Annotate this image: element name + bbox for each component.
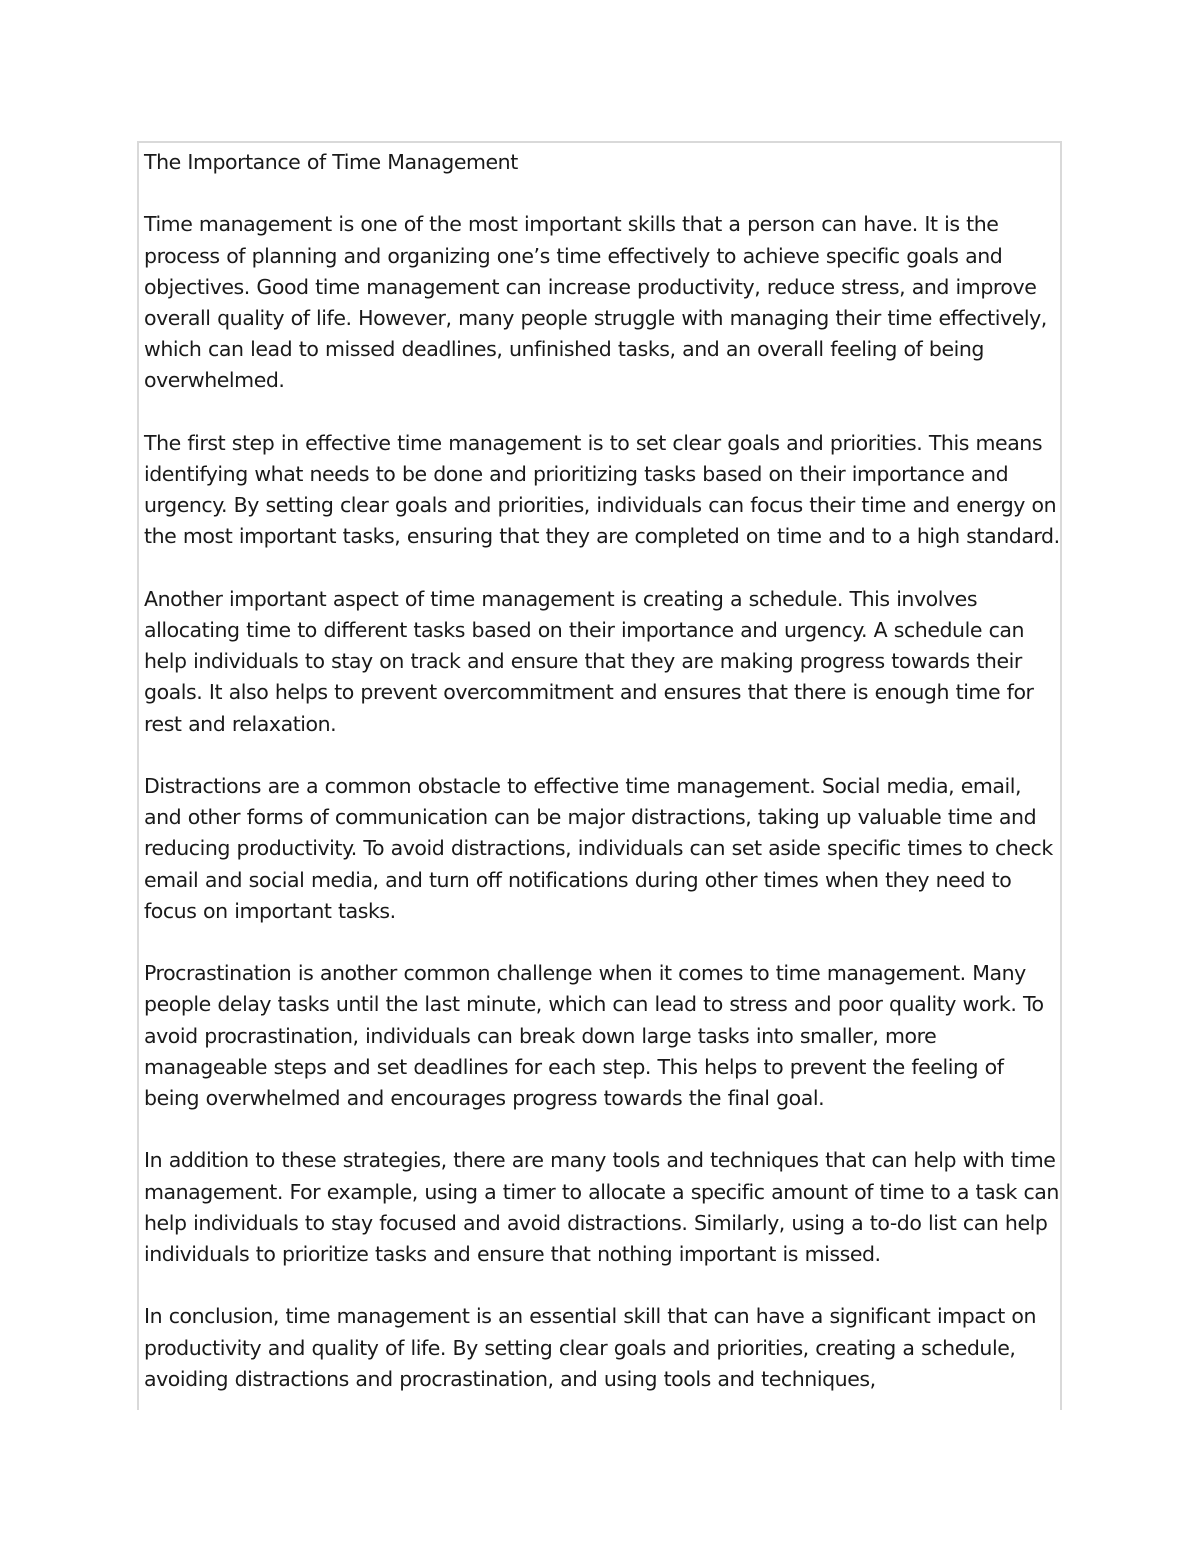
document-title: The Importance of Time Management xyxy=(144,150,518,174)
paragraph-intro: Time management is one of the most important skills that a person can have. It is the process of planning and organizing one’s time effectively to achieve specific goals and objectives. Good time management can increase productivity, reduce stress, and improve overall quality of life. However, many people struggle with managing their time effectively, which can lead to missed deadlines, unfinished tasks, and an overall feeling of being overwhelmed. xyxy=(144,212,1047,393)
paragraph-goals-priorities: The first step in effective time management is to set clear goals and priorities. This means identifying what needs to be done and prioritizing tasks based on their importance and urgency. By setting clear goals and priorities, individuals can focus their time and energy on the most important tasks, ensuring that they are completed on time and to a high standard. xyxy=(144,430,1060,549)
paragraph-schedule: Another important aspect of time management is creating a schedule. This involves allocating time to different tasks based on their importance and urgency. A schedule can help individuals to stay on track and ensure that they are making progress towards their goals. It also helps to prevent overcommitment and ensures that there is enough time for rest and relaxation. xyxy=(144,586,1034,736)
paragraph-tools-techniques: In addition to these strategies, there are many tools and techniques that can help with time management. For example, using a timer to allocate a specific amount of time to a task can help individuals to stay focused and avoid distractions. Similarly, using a to-do list can help individuals to prioritize tasks and ensure that nothing important is missed. xyxy=(144,1148,1059,1267)
paragraph-distractions: Distractions are a common obstacle to effective time management. Social media, email, and other forms of communication can be major distractions, taking up valuable time and reducing productivity. To avoid distractions, individuals can set aside specific times to check email and social media, and turn off notifications during other times when they need to focus on important tasks. xyxy=(144,774,1053,923)
text-box xyxy=(137,141,1062,1410)
paragraph-conclusion: In conclusion, time management is an essential skill that can have a significant impact on productivity and quality of life. By setting clear goals and priorities, creating a schedule, avoiding distractions and procrastination, and using tools and techniques, xyxy=(144,1304,1036,1391)
document-body xyxy=(144,147,1060,1395)
paragraph-procrastination: Procrastination is another common challenge when it comes to time management. Many people delay tasks until the last minute, which can lead to stress and poor quality work. To avoid procrastination, individuals can break down large tasks into smaller, more manageable steps and set deadlines for each step. This helps to prevent the feeling of being overwhelmed and encourages progress towards the final goal. xyxy=(144,961,1044,1111)
